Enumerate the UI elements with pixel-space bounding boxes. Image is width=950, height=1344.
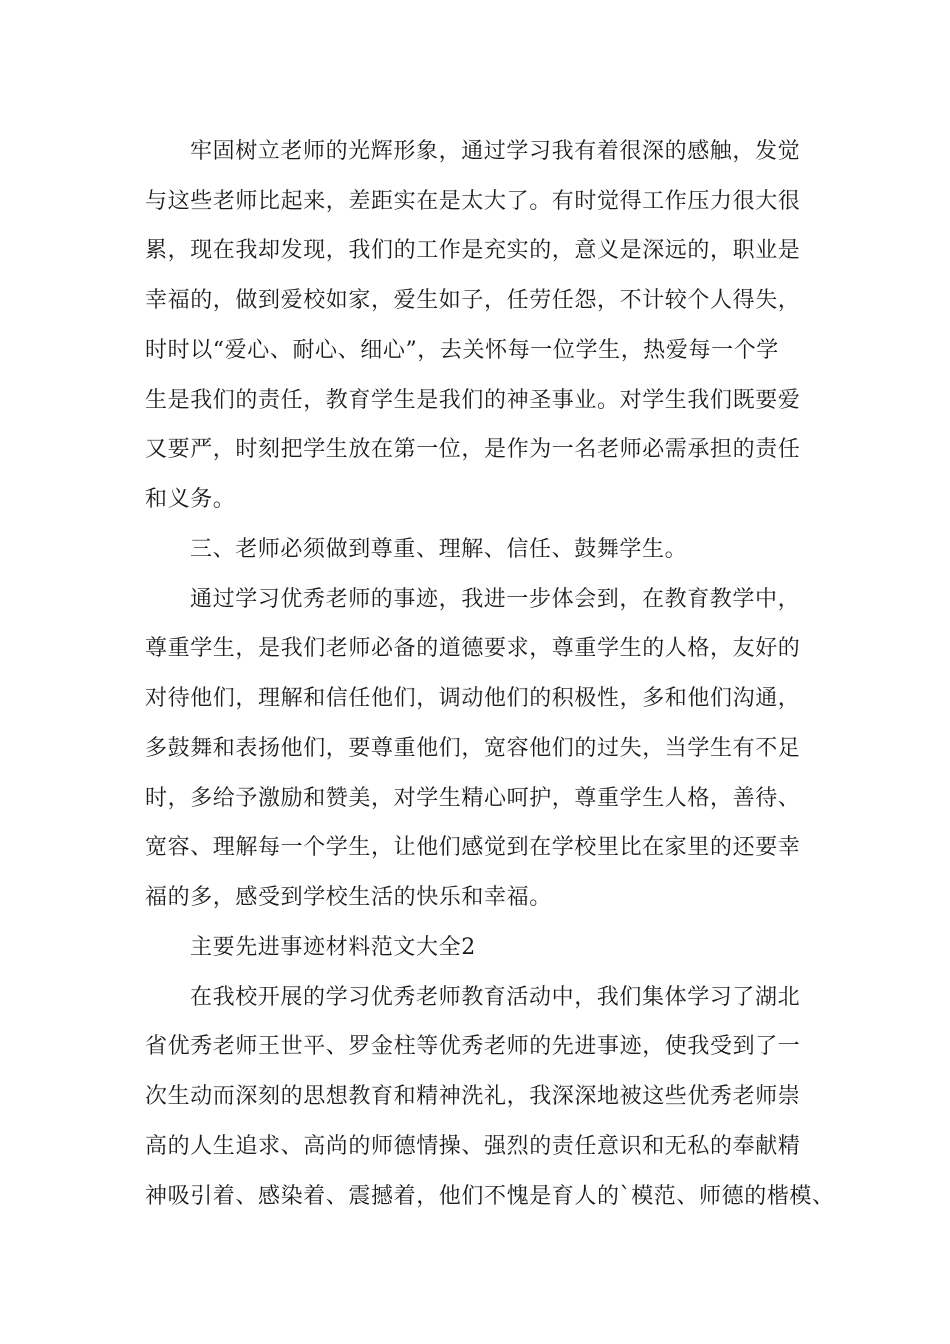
article-title: 主要先进事迹材料范文大全2: [190, 935, 476, 960]
paragraph-line: 时时以“爱心、耐心、细心”，去关怀每一位学生，热爱每一个学: [145, 338, 779, 363]
paragraph-line: 牢固树立老师的光辉形象，通过学习我有着很深的感触，发觉: [190, 139, 801, 164]
paragraph-line: 在我校开展的学习优秀老师教育活动中，我们集体学习了湖北: [190, 985, 801, 1010]
paragraph-line: 和义务。: [145, 487, 236, 512]
paragraph-line: 多鼓舞和表扬他们，要尊重他们，宽容他们的过失，当学生有不足: [145, 736, 801, 761]
paragraph-line: 次生动而深刻的思想教育和精神洗礼，我深深地被这些优秀老师崇: [145, 1084, 801, 1109]
paragraph-line: 又要严，时刻把学生放在第一位，是作为一名老师必需承担的责任: [145, 437, 801, 462]
paragraph-line: 宽容、理解每一个学生，让他们感觉到在学校里比在家里的还要幸: [145, 835, 801, 860]
paragraph-line: 省优秀老师王世平、罗金柱等优秀老师的先进事迹，使我受到了一: [145, 1034, 801, 1059]
paragraph-line: 时，多给予激励和赞美，对学生精心呵护，尊重学生人格，善待、: [145, 786, 801, 811]
paragraph-line: 幸福的，做到爱校如家，爱生如子，任劳任怨，不计较个人得失，: [145, 288, 801, 313]
paragraph-line: 与这些老师比起来，差距实在是太大了。有时觉得工作压力很大很: [145, 189, 801, 214]
paragraph-line: 累，现在我却发现，我们的工作是充实的，意义是深远的，职业是: [145, 238, 801, 263]
paragraph-line: 神吸引着、感染着、震撼着，他们不愧是育人的`模范、师德的楷模、: [145, 1184, 835, 1209]
section-heading: 三、老师必须做到尊重、理解、信任、鼓舞学生。: [190, 537, 688, 562]
paragraph-line: 对待他们，理解和信任他们，调动他们的积极性，多和他们沟通，: [145, 686, 801, 711]
paragraph-line: 尊重学生，是我们老师必备的道德要求，尊重学生的人格，友好的: [145, 636, 801, 661]
paragraph-line: 福的多，感受到学校生活的快乐和幸福。: [145, 885, 552, 910]
paragraph-line: 高的人生追求、高尚的师德情操、强烈的责任意识和无私的奉献精: [145, 1134, 801, 1159]
paragraph-line: 通过学习优秀老师的事迹，我进一步体会到，在教育教学中，: [190, 587, 801, 612]
paragraph-line: 生是我们的责任，教育学生是我们的神圣事业。对学生我们既要爱: [145, 388, 801, 413]
